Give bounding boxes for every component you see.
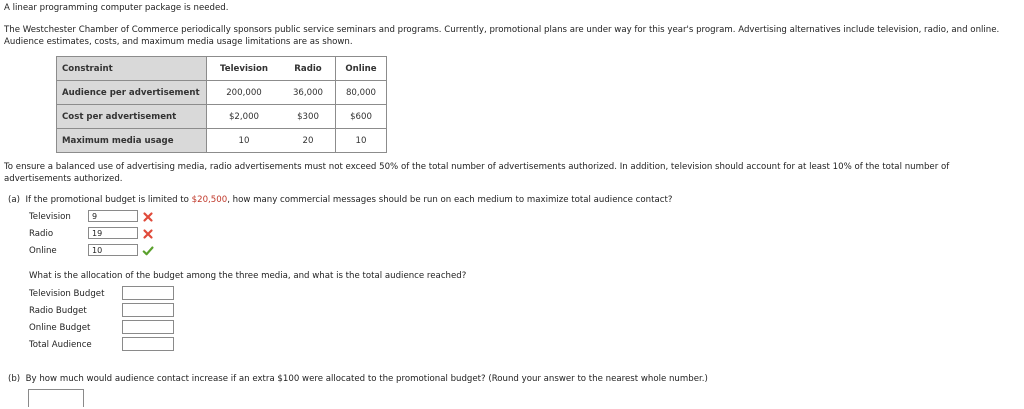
check-icon xyxy=(142,245,154,257)
constraints-line-2: advertisements authorized. xyxy=(4,173,123,184)
intro-text: A linear programming computer package is needed. xyxy=(4,3,229,13)
part-a-question xyxy=(8,195,672,205)
radio-answer-input[interactable]: 19 xyxy=(88,227,138,239)
table-header-row xyxy=(57,57,387,81)
online-answer-label: Online xyxy=(29,246,57,256)
online-budget-input[interactable] xyxy=(122,320,174,334)
total-audience-input[interactable] xyxy=(122,337,174,351)
budget-amount: $20,500 xyxy=(191,195,228,205)
table-row-audience xyxy=(57,81,387,105)
audience-increase-input[interactable] xyxy=(28,389,84,407)
part-b-marker: (b) xyxy=(8,374,21,384)
table-row-max-usage xyxy=(57,129,387,153)
television-answer-input[interactable]: 9 xyxy=(88,210,138,222)
television-budget-label: Television Budget xyxy=(29,289,105,299)
header-radio: Radio xyxy=(281,57,336,81)
constraints-paragraph xyxy=(4,162,1016,185)
row-label-max-usage: Maximum media usage xyxy=(57,129,207,153)
cross-icon xyxy=(142,228,154,240)
cross-icon xyxy=(142,211,154,223)
part-b-question xyxy=(8,374,708,384)
max-usage-television: 10 xyxy=(238,135,250,146)
max-usage-online: 10 xyxy=(336,129,387,153)
part-a-question-after: , how many commercial messages should be run on each medium to maximize total audience contact? xyxy=(227,195,673,205)
radio-budget-input[interactable] xyxy=(122,303,174,317)
cost-television: $2,000 xyxy=(207,105,282,129)
online-budget-label: Online Budget xyxy=(29,323,91,333)
header-online: Online xyxy=(336,57,387,81)
problem-statement xyxy=(4,25,1016,48)
row-label-cost: Cost per advertisement xyxy=(57,105,207,129)
total-audience-label: Total Audience xyxy=(29,340,92,350)
table-row-cost xyxy=(57,105,387,129)
part-a-marker: (a) xyxy=(8,195,20,205)
row-label-audience: Audience per advertisement xyxy=(57,81,207,105)
cost-online: $600 xyxy=(336,105,387,129)
television-budget-input[interactable] xyxy=(122,286,174,300)
part-a-question-before: If the promotional budget is limited to xyxy=(25,195,192,205)
audience-television: 200,000 xyxy=(207,81,282,105)
allocation-question: What is the allocation of the budget among the three media, and what is the total audience reached? xyxy=(29,271,467,281)
media-table xyxy=(56,56,387,153)
problem-line-1: The Westchester Chamber of Commerce periodically sponsors public service seminars and programs. Currently, promotional plans are under way for this year's program. Advertising alternatives include television, radio, and online. xyxy=(4,25,1000,35)
radio-budget-label: Radio Budget xyxy=(29,306,87,316)
online-answer-input[interactable]: 10 xyxy=(88,244,138,256)
header-television: Television xyxy=(207,57,282,81)
constraints-line-1: To ensure a balanced use of advertising media, radio advertisements must not exceed 50% of the total number of advertisements authorized. In addition, television should account for at least 10% of the total number of xyxy=(4,162,950,172)
max-usage-radio: 20 xyxy=(302,135,314,146)
television-answer-label: Television xyxy=(29,212,71,222)
problem-line-2: Audience estimates, costs, and maximum media usage limitations are as shown. xyxy=(4,36,353,47)
audience-radio: 36,000 xyxy=(281,81,336,105)
header-constraint: Constraint xyxy=(57,57,207,81)
radio-answer-label: Radio xyxy=(29,229,54,239)
audience-online: 80,000 xyxy=(336,81,387,105)
part-b-question-text: By how much would audience contact increase if an extra $100 were allocated to the promotional budget? (Round your answer to the nearest whole number.) xyxy=(25,374,708,384)
cost-radio: $300 xyxy=(281,105,336,129)
